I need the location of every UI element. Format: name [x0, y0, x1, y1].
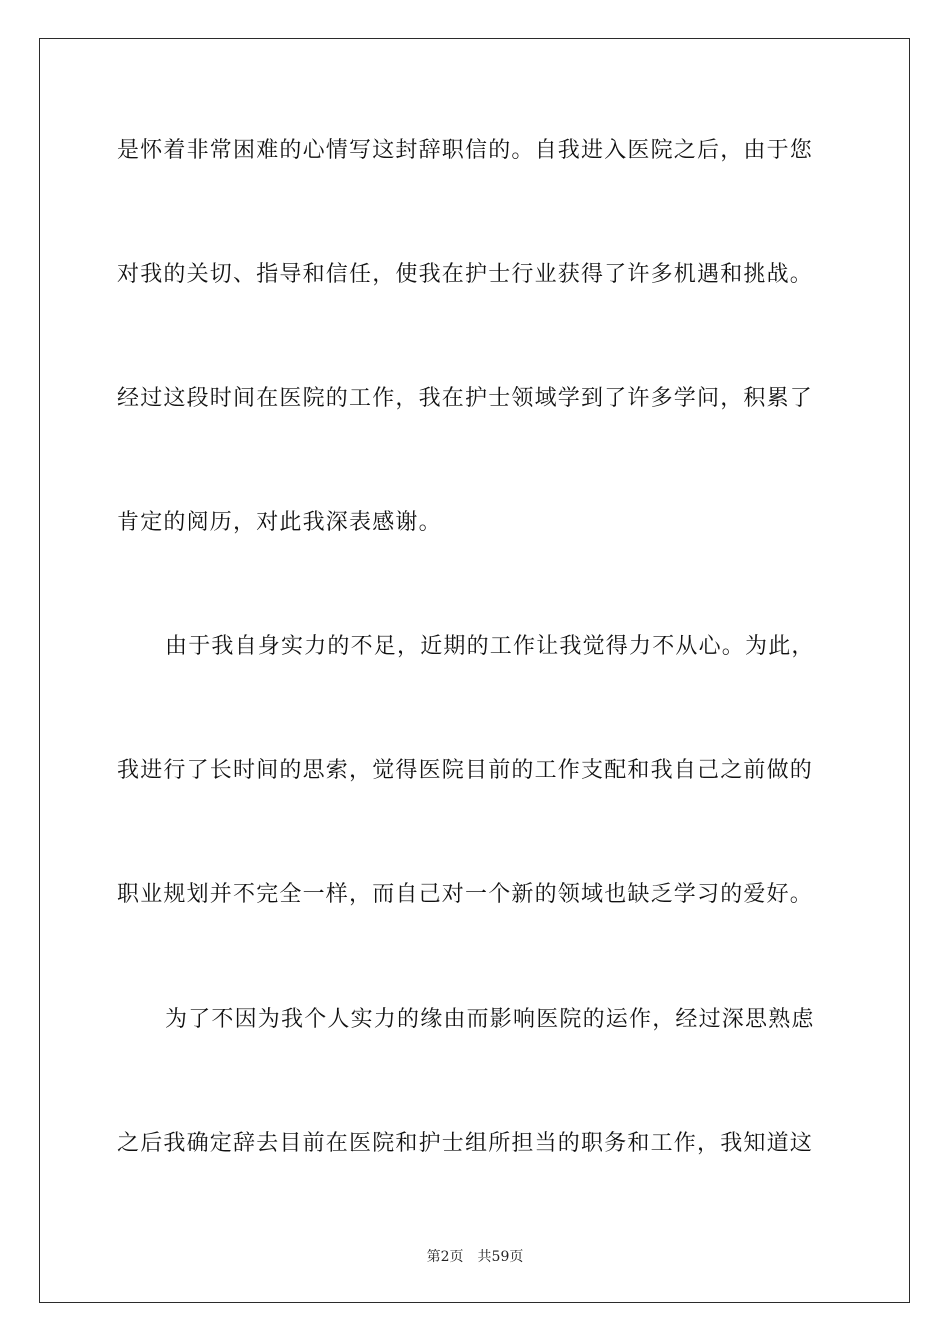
text-line: 对我的关切、指导和信任，使我在护士行业获得了许多机遇和挑战。	[117, 262, 814, 287]
text-line: 之后我确定辞去目前在医院和护士组所担当的职务和工作，我知道这	[117, 1131, 814, 1156]
page-total: 共59页	[477, 1249, 524, 1265]
page-number: 第2页	[426, 1249, 464, 1265]
text-line: 是怀着非常困难的心情写这封辞职信的。自我进入医院之后，由于您	[117, 138, 814, 163]
text-line: 职业规划并不完全一样，而自己对一个新的领域也缺乏学习的爱好。	[117, 882, 814, 907]
text-line: 我进行了长时间的思索，觉得医院目前的工作支配和我自己之前做的	[117, 758, 814, 783]
page-footer	[0, 1246, 950, 1266]
text-line: 经过这段时间在医院的工作，我在护士领域学到了许多学问，积累了	[117, 386, 814, 411]
page-border	[39, 38, 910, 1303]
text-line-indented: 由于我自身实力的不足，近期的工作让我觉得力不从心。为此，	[165, 634, 815, 659]
text-line-indented: 为了不因为我个人实力的缘由而影响医院的运作，经过深思熟虑	[165, 1007, 815, 1032]
text-line: 肯定的阅历，对此我深表感谢。	[117, 510, 442, 535]
